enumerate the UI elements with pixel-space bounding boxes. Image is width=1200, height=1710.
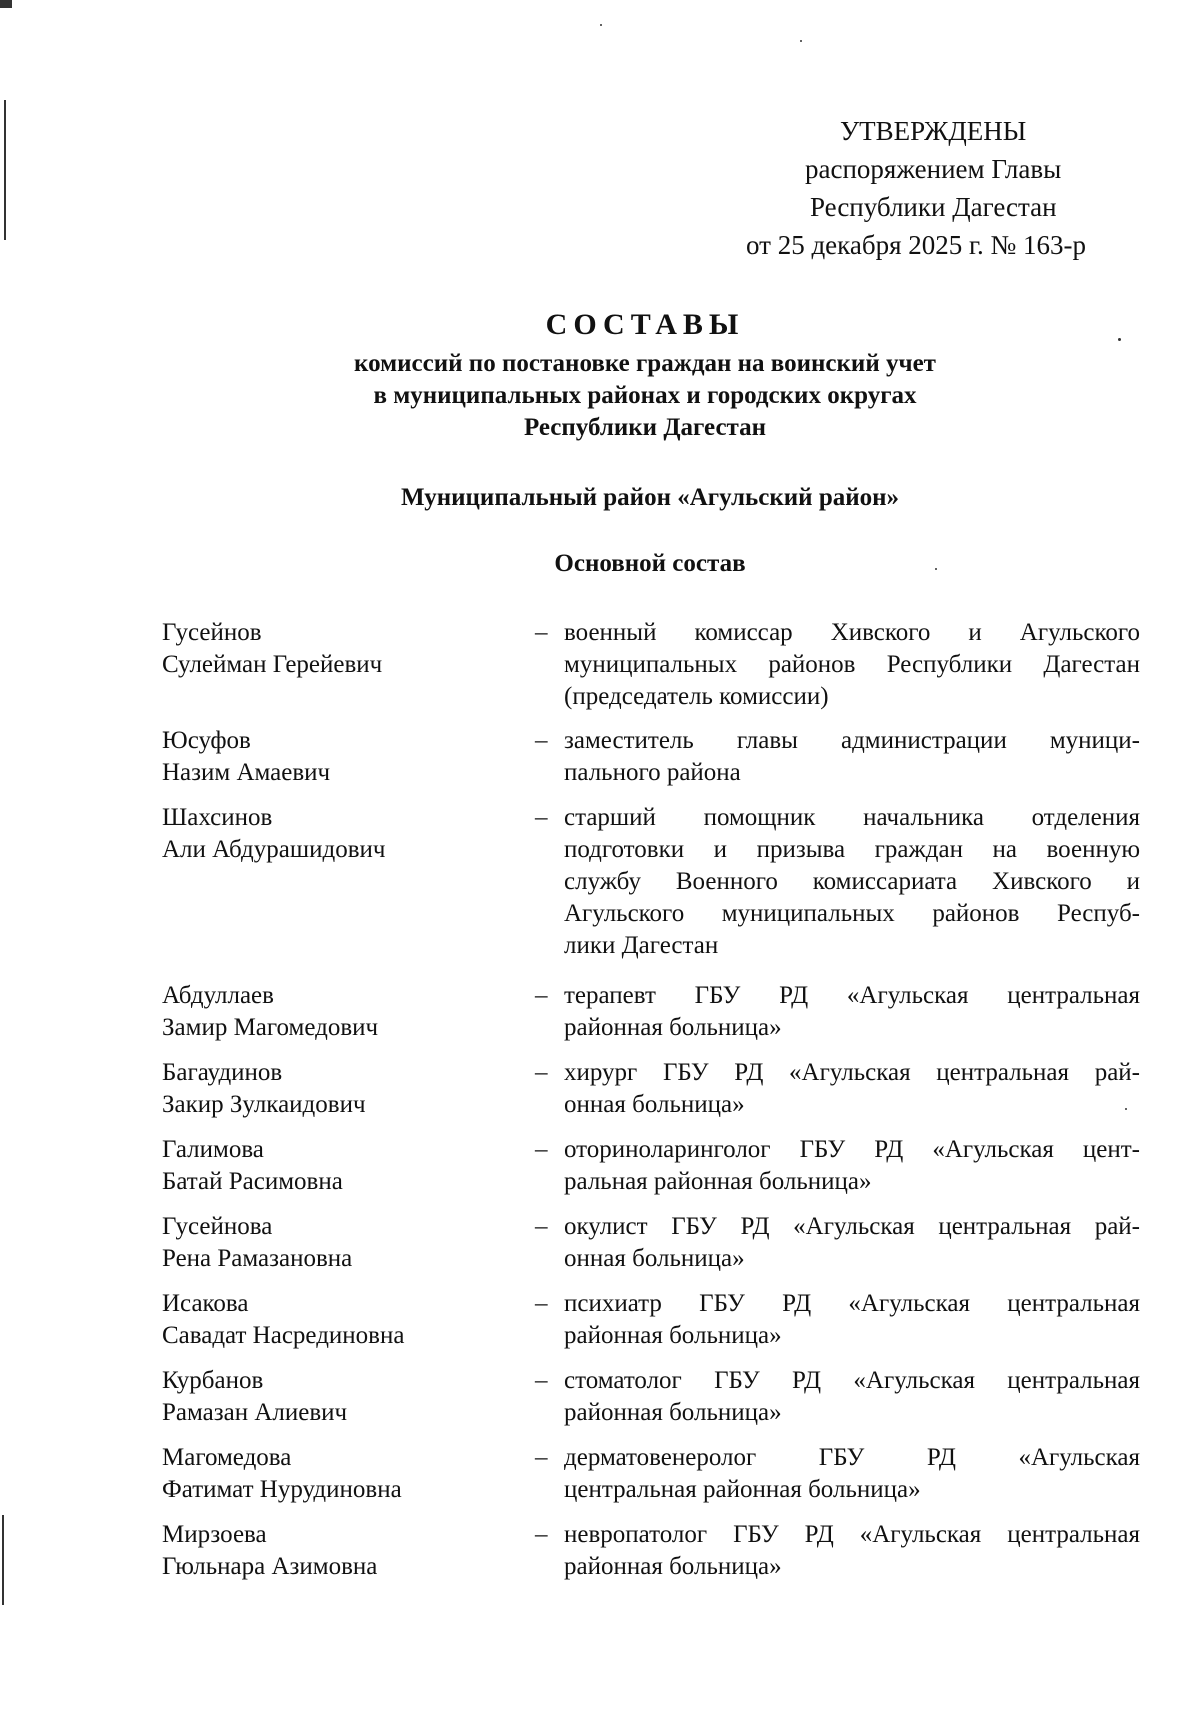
- subtitle-line: в муниципальных районах и городских округах: [373, 382, 917, 409]
- member-given-name: Фатимат Нурудиновна: [162, 1476, 402, 1503]
- scan-edge-mark: [4, 100, 6, 240]
- member-given-name: Али Абдурашидович: [162, 836, 386, 863]
- member-surname: Юсуфов: [162, 727, 251, 754]
- member-given-name: Рена Рамазановна: [162, 1245, 353, 1272]
- dash-separator: –: [535, 1136, 548, 1163]
- subtitle-line: комиссий по постановке граждан на воинский учет: [354, 350, 936, 377]
- role-line: терапевт ГБУ РД «Агульская центральная: [564, 982, 1140, 1009]
- role-line: онная больница»: [564, 1245, 745, 1272]
- scan-speck: [1125, 1108, 1127, 1110]
- member-surname: Магомедова: [162, 1444, 292, 1471]
- member-surname: Шахсинов: [162, 804, 273, 831]
- member-name: [162, 1442, 522, 1506]
- member-role: [564, 980, 1140, 1044]
- subtitle-line: Республики Дагестан: [523, 414, 767, 441]
- member-role: [564, 1134, 1140, 1198]
- member-name: [162, 1211, 522, 1275]
- dash-separator: –: [535, 1290, 548, 1317]
- role-line: психиатр ГБУ РД «Агульская центральная: [564, 1290, 1140, 1317]
- member-name: [162, 980, 522, 1044]
- role-line: хирург ГБУ РД «Агульская центральная рай-: [564, 1059, 1140, 1086]
- member-name: [162, 617, 522, 681]
- approval-line: распоряжением Главы: [805, 154, 1062, 184]
- role-line: районная больница»: [564, 1553, 782, 1580]
- member-surname: Курбанов: [162, 1367, 264, 1394]
- approval-date-number: от 25 декабря 2025 г. № 163-р: [746, 230, 1087, 260]
- member-role: [564, 1288, 1140, 1352]
- role-line: (председатель комиссии): [564, 683, 829, 710]
- role-line: оториноларинголог ГБУ РД «Агульская цент-: [564, 1136, 1140, 1163]
- dash-separator: –: [535, 1444, 548, 1471]
- approval-title: УТВЕРЖДЕНЫ: [840, 116, 1027, 146]
- section-heading: Основной состав: [554, 550, 746, 577]
- role-line: стоматолог ГБУ РД «Агульская центральная: [564, 1367, 1140, 1394]
- district-heading: Муниципальный район «Агульский район»: [400, 484, 900, 511]
- role-line: старший помощник начальника отделения: [564, 804, 1140, 831]
- role-line: пального района: [564, 759, 741, 786]
- dash-separator: –: [535, 804, 548, 831]
- role-line: подготовки и призыва граждан на военную: [564, 836, 1140, 863]
- approval-stamp: [700, 112, 1180, 264]
- member-name: [162, 1365, 522, 1429]
- member-surname: Абдуллаев: [162, 982, 274, 1009]
- member-given-name: Замир Магомедович: [162, 1014, 379, 1041]
- role-line: лики Дагестан: [564, 932, 719, 959]
- role-line: заместитель главы администрации муници-: [564, 727, 1140, 754]
- document-subtitle: [0, 348, 1200, 444]
- member-name: [162, 1288, 522, 1352]
- role-line: военный комиссар Хивского и Агульского: [564, 619, 1140, 646]
- role-line: службу Военного комиссариата Хивского и: [564, 868, 1140, 895]
- role-line: центральная районная больница»: [564, 1476, 921, 1503]
- member-surname: Мирзоева: [162, 1521, 267, 1548]
- member-name: [162, 1134, 522, 1198]
- member-name: [162, 1057, 522, 1121]
- role-line: районная больница»: [564, 1322, 782, 1349]
- role-line: невропатолог ГБУ РД «Агульская центральная: [564, 1521, 1140, 1548]
- role-line: онная больница»: [564, 1091, 745, 1118]
- member-role: [564, 802, 1140, 962]
- member-role: [564, 1365, 1140, 1429]
- member-role: [564, 1519, 1140, 1583]
- dash-separator: –: [535, 982, 548, 1009]
- dash-separator: –: [535, 1059, 548, 1086]
- member-given-name: Гюльнара Азимовна: [162, 1553, 378, 1580]
- role-line: Агульского муниципальных районов Респуб-: [564, 900, 1140, 927]
- dash-separator: –: [535, 619, 548, 646]
- role-line: дерматовенеролог ГБУ РД «Агульская: [564, 1444, 1140, 1471]
- scan-edge-mark: [2, 1515, 4, 1605]
- member-role: [564, 1442, 1140, 1506]
- member-role: [564, 725, 1140, 789]
- member-given-name: Батай Расимовна: [162, 1168, 343, 1195]
- scan-speck: [600, 24, 602, 26]
- scan-corner-mark: [0, 0, 12, 8]
- scan-speck: [800, 40, 802, 42]
- member-given-name: Сулейман Герейевич: [162, 651, 383, 678]
- member-name: [162, 725, 522, 789]
- dash-separator: –: [535, 1521, 548, 1548]
- scan-speck: [1118, 338, 1121, 341]
- member-surname: Гусейнов: [162, 619, 262, 646]
- member-role: [564, 1057, 1140, 1121]
- scan-speck: [935, 568, 937, 570]
- document-title: СОСТАВЫ: [545, 308, 745, 341]
- member-surname: Гусейнова: [162, 1213, 273, 1240]
- approval-line: Республики Дагестан: [810, 192, 1057, 222]
- role-line: районная больница»: [564, 1399, 782, 1426]
- dash-separator: –: [535, 727, 548, 754]
- role-line: районная больница»: [564, 1014, 782, 1041]
- member-role: [564, 617, 1140, 713]
- role-line: ральная районная больница»: [564, 1168, 872, 1195]
- member-surname: Галимова: [162, 1136, 264, 1163]
- member-given-name: Рамазан Алиевич: [162, 1399, 348, 1426]
- member-role: [564, 1211, 1140, 1275]
- member-name: [162, 1519, 522, 1583]
- member-surname: Исакова: [162, 1290, 249, 1317]
- role-line: окулист ГБУ РД «Агульская центральная рай-: [564, 1213, 1140, 1240]
- role-line: муниципальных районов Республики Дагестан: [564, 651, 1140, 678]
- dash-separator: –: [535, 1213, 548, 1240]
- member-given-name: Закир Зулкаидович: [162, 1091, 366, 1118]
- dash-separator: –: [535, 1367, 548, 1394]
- member-surname: Багаудинов: [162, 1059, 283, 1086]
- member-name: [162, 802, 522, 866]
- member-given-name: Савадат Насрединовна: [162, 1322, 405, 1349]
- member-given-name: Назим Амаевич: [162, 759, 331, 786]
